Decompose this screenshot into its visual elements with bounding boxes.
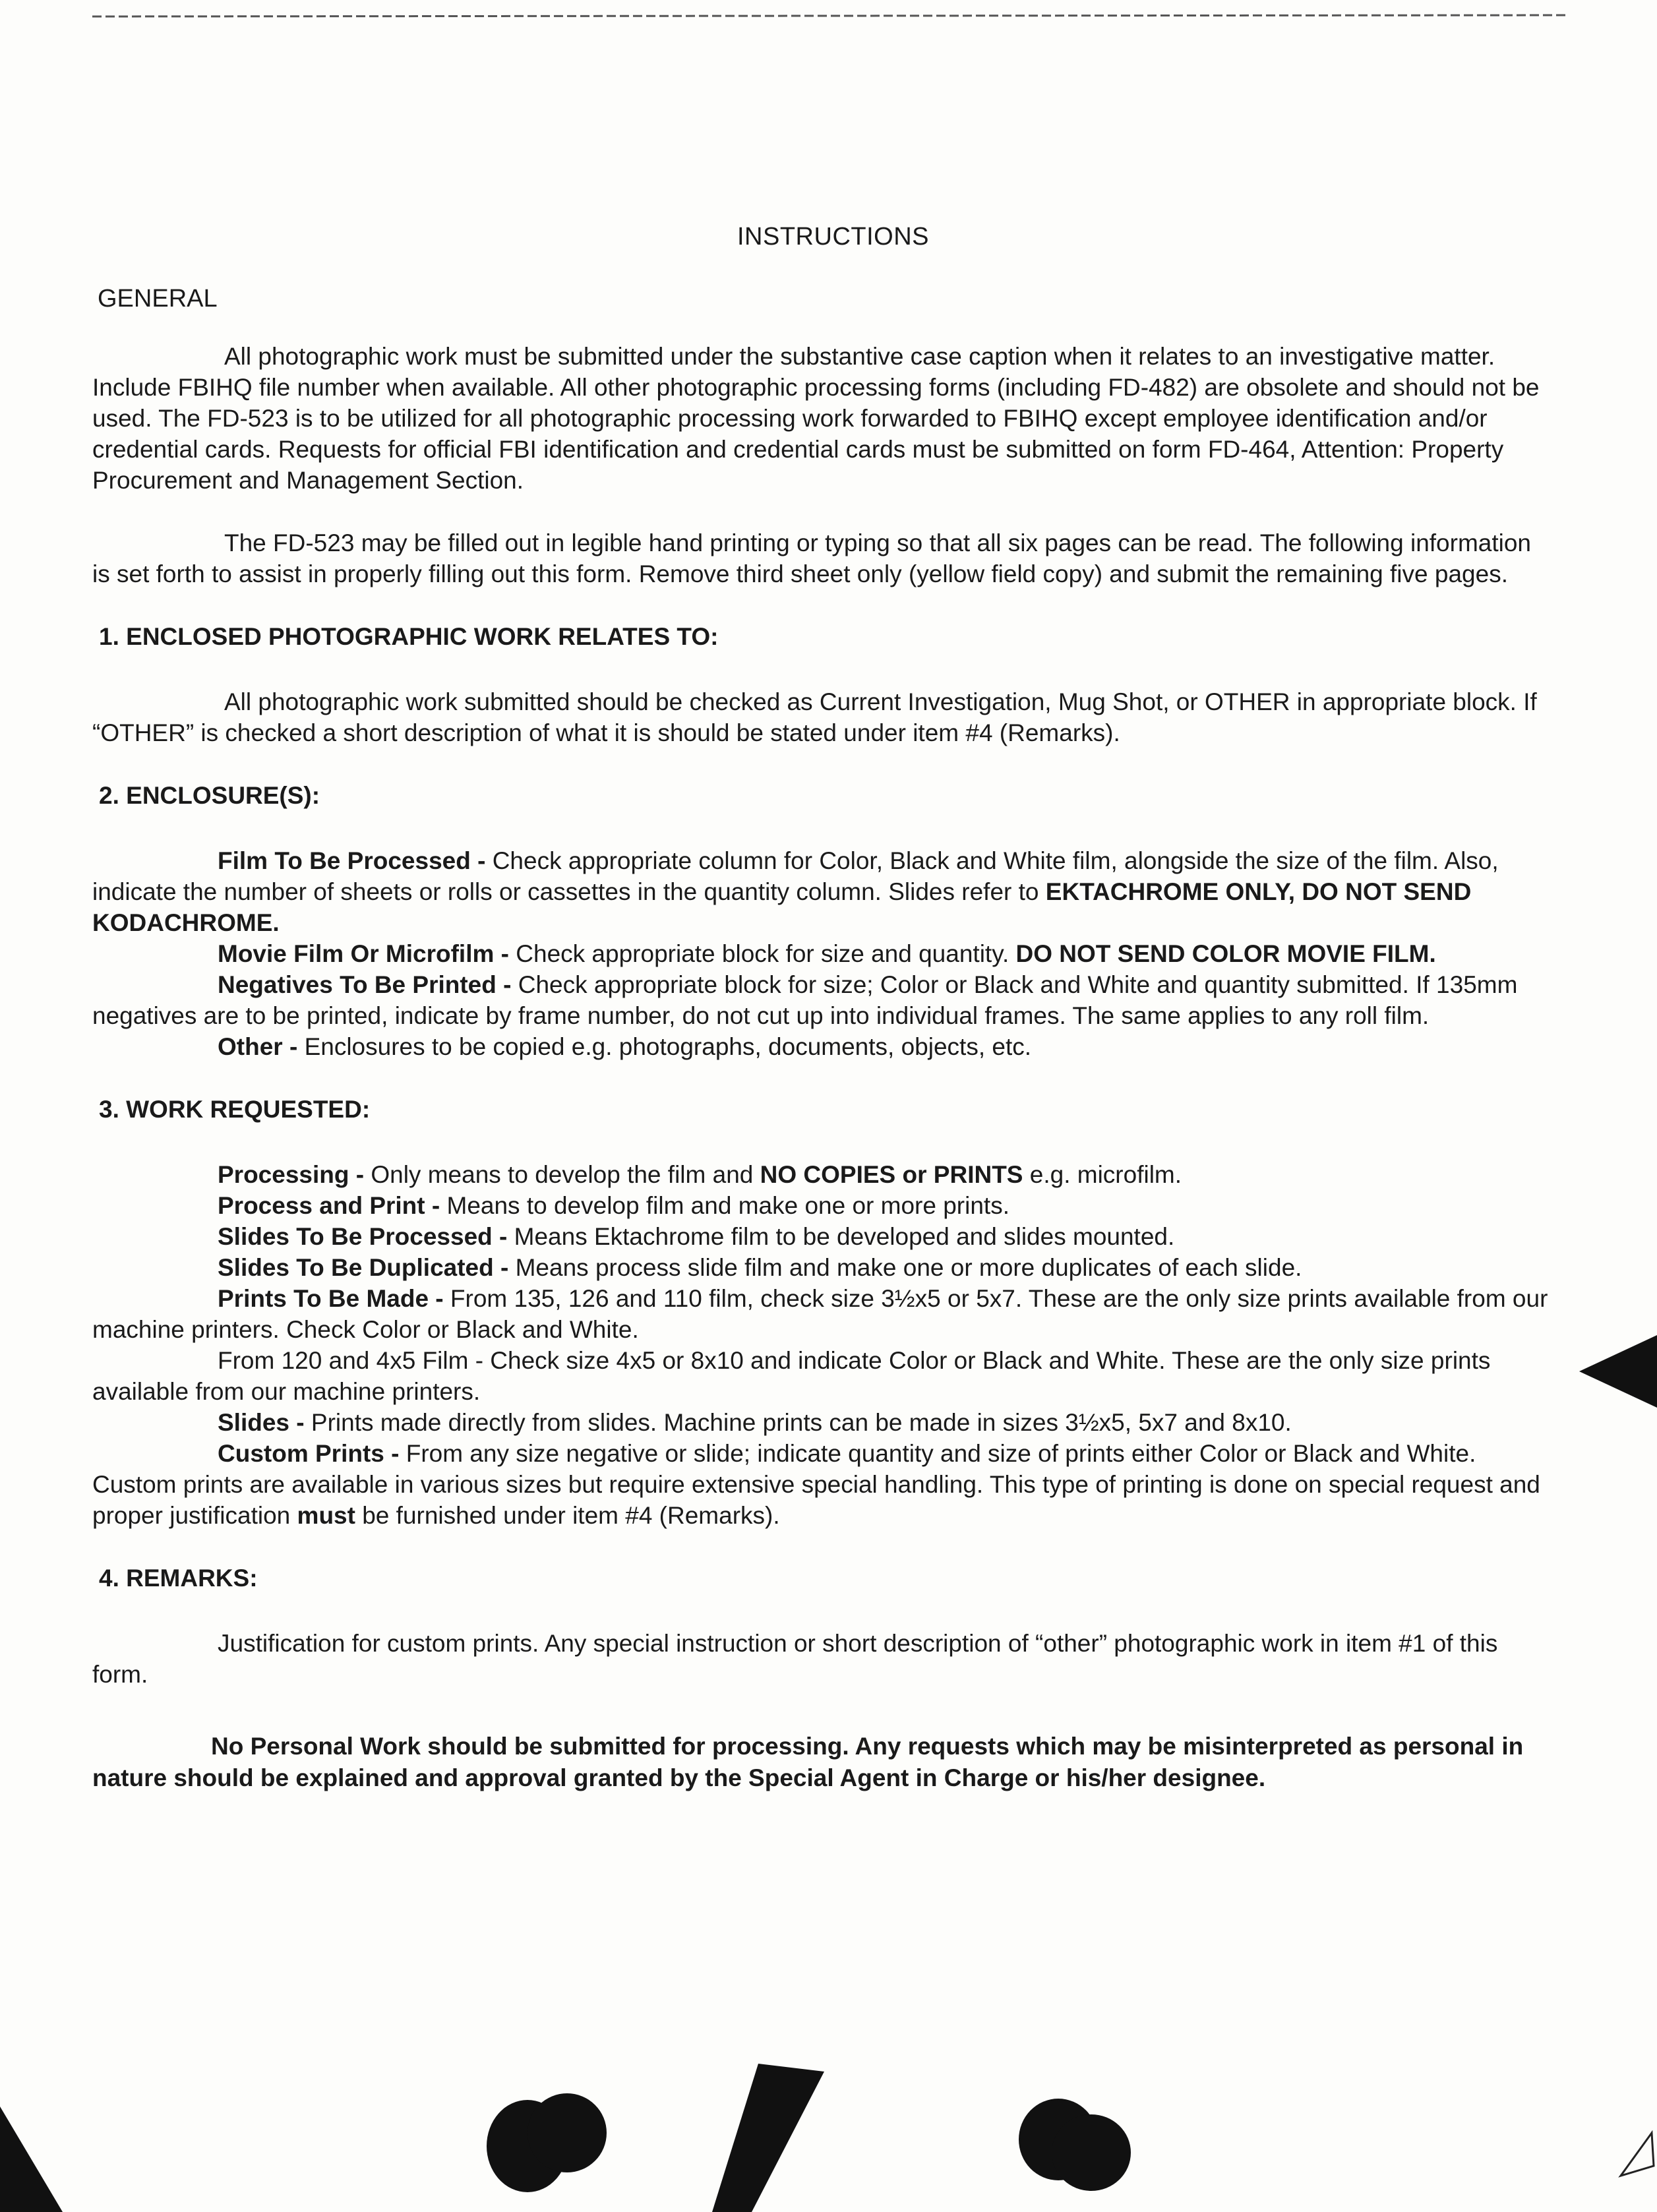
slides-processed-text: Means Ektachrome film to be developed and slides mounted. xyxy=(514,1223,1175,1250)
section-2-heading: 2. ENCLOSURE(S): xyxy=(99,782,320,809)
instructions-body xyxy=(92,284,1553,1794)
general-heading: GENERAL xyxy=(98,285,218,313)
slides-item xyxy=(92,1407,1553,1438)
other-item xyxy=(92,1031,1553,1062)
processing-text: Only means to develop the film and xyxy=(371,1161,754,1188)
film-warning: EKTACHROME ONLY, DO NOT SEND KODACHROME. xyxy=(92,878,1472,936)
punch-hole-right xyxy=(1019,2087,1134,2199)
other-label: Other - xyxy=(218,1033,298,1060)
scan-corner-mark xyxy=(0,2107,63,2212)
final-note: No Personal Work should be submitted for processing. Any requests which may be misinterpreted as personal in nature should be explained and approval granted by the Special Agent in Charge or his/her designee. xyxy=(92,1733,1524,1791)
page-title: INSTRUCTIONS xyxy=(737,223,929,251)
prints-label: Prints To Be Made - xyxy=(218,1285,444,1312)
custom-text: From any size negative or slide; indicate quantity and size of prints either Color or Black and White. Custom prints are available in various sizes but require extensive special handling. This type of printing is done on special request and proper justification xyxy=(92,1440,1540,1529)
film-to-be-processed-item xyxy=(92,845,1553,938)
negatives-label: Negatives To Be Printed - xyxy=(218,971,512,998)
process-print-label: Process and Print - xyxy=(218,1192,440,1219)
negatives-text: Check appropriate block for size; Color or Black and White and quantity submitted. If 135mm negatives are to be printed, indicate by frame number, do not cut up into individual frames. The same applies to any roll film. xyxy=(92,971,1518,1029)
general-paragraph-1: All photographic work must be submitted under the substantive case caption when it relates to an investigative matter. Include FBIHQ file number when available. All other photographic processing forms (including FD-482) are obsolete and should not be used. The FD-523 is to be utilized for all photographic processing work forwarded to FBIHQ except employee identification and/or credential cards. Requests for official FBI identification and credential cards must be submitted on form FD-464, Attention: Property Procurement and Management Section. xyxy=(92,343,1540,494)
section-1-heading: 1. ENCLOSED PHOTOGRAPHIC WORK RELATES TO: xyxy=(99,623,719,650)
section-4-heading: 4. REMARKS: xyxy=(99,1565,258,1592)
slides-label: Slides - xyxy=(218,1409,305,1436)
slides-duplicated-text: Means process slide film and make one or more duplicates of each slide. xyxy=(515,1254,1302,1281)
movie-warning: DO NOT SEND COLOR MOVIE FILM. xyxy=(1015,940,1436,967)
punch-hole-left xyxy=(485,2087,610,2199)
movie-text: Check appropriate block for size and quantity. xyxy=(516,940,1009,967)
section-1-text: All photographic work submitted should be checked as Current Investigation, Mug Shot, or OTHER in appropriate block. If “OTHER” is checked a short description of what it is should be stated under item #4 (Remarks). xyxy=(92,688,1537,746)
scan-binding-mark xyxy=(712,2064,824,2212)
other-text: Enclosures to be copied e.g. photographs, documents, objects, etc. xyxy=(304,1033,1032,1060)
processing-item xyxy=(92,1159,1553,1190)
prints-to-be-made-item xyxy=(92,1283,1553,1345)
scan-corner-mark-right xyxy=(1615,2126,1657,2179)
processing-text-end: e.g. microfilm. xyxy=(1029,1161,1182,1188)
film-text: Check appropriate column for Color, Black and White film, alongside the size of the film. Also, indicate the number of sheets or rolls or cassettes in the quantity column. Slides refer to xyxy=(92,847,1499,905)
process-print-text: Means to develop film and make one or more prints. xyxy=(446,1192,1009,1219)
slides-text: Prints made directly from slides. Machine prints can be made in sizes 3½x5, 5x7 and 8x10. xyxy=(311,1409,1292,1436)
general-paragraph-2: The FD-523 may be filled out in legible hand printing or typing so that all six pages can be read. The following information is set forth to assist in properly filling out this form. Remove third sheet only (yellow field copy) and submit the remaining five pages. xyxy=(92,529,1532,587)
custom-bold: must xyxy=(297,1502,355,1529)
processing-bold: NO COPIES or PRINTS xyxy=(760,1161,1023,1188)
movie-film-item xyxy=(92,938,1553,969)
section-4-text: Justification for custom prints. Any special instruction or short description of “other” photographic work in item #1 of this form. xyxy=(92,1630,1498,1688)
custom-text-end: be furnished under item #4 (Remarks). xyxy=(362,1502,780,1529)
section-3-heading: 3. WORK REQUESTED: xyxy=(99,1096,371,1123)
slides-duplicated-label: Slides To Be Duplicated - xyxy=(218,1254,509,1281)
film-label: Film To Be Processed - xyxy=(218,847,486,874)
processing-label: Processing - xyxy=(218,1161,365,1188)
custom-label: Custom Prints - xyxy=(218,1440,400,1467)
slides-processed-label: Slides To Be Processed - xyxy=(218,1223,508,1250)
custom-prints-item xyxy=(92,1438,1553,1531)
negatives-item xyxy=(92,969,1553,1031)
scan-edge-mark xyxy=(1579,1335,1657,1408)
scan-border-line xyxy=(92,12,1569,21)
slides-duplicated-item xyxy=(92,1252,1553,1283)
prints-text: From 135, 126 and 110 film, check size 3½x5 or 5x7. These are the only size prints available from our machine printers. Check Color or Black and White. xyxy=(92,1285,1548,1343)
from-120-item: From 120 and 4x5 Film - Check size 4x5 or 8x10 and indicate Color or Black and White. These are the only size prints available from our machine printers. xyxy=(92,1347,1491,1405)
slides-processed-item xyxy=(92,1221,1553,1252)
movie-label: Movie Film Or Microfilm - xyxy=(218,940,509,967)
process-and-print-item xyxy=(92,1190,1553,1221)
